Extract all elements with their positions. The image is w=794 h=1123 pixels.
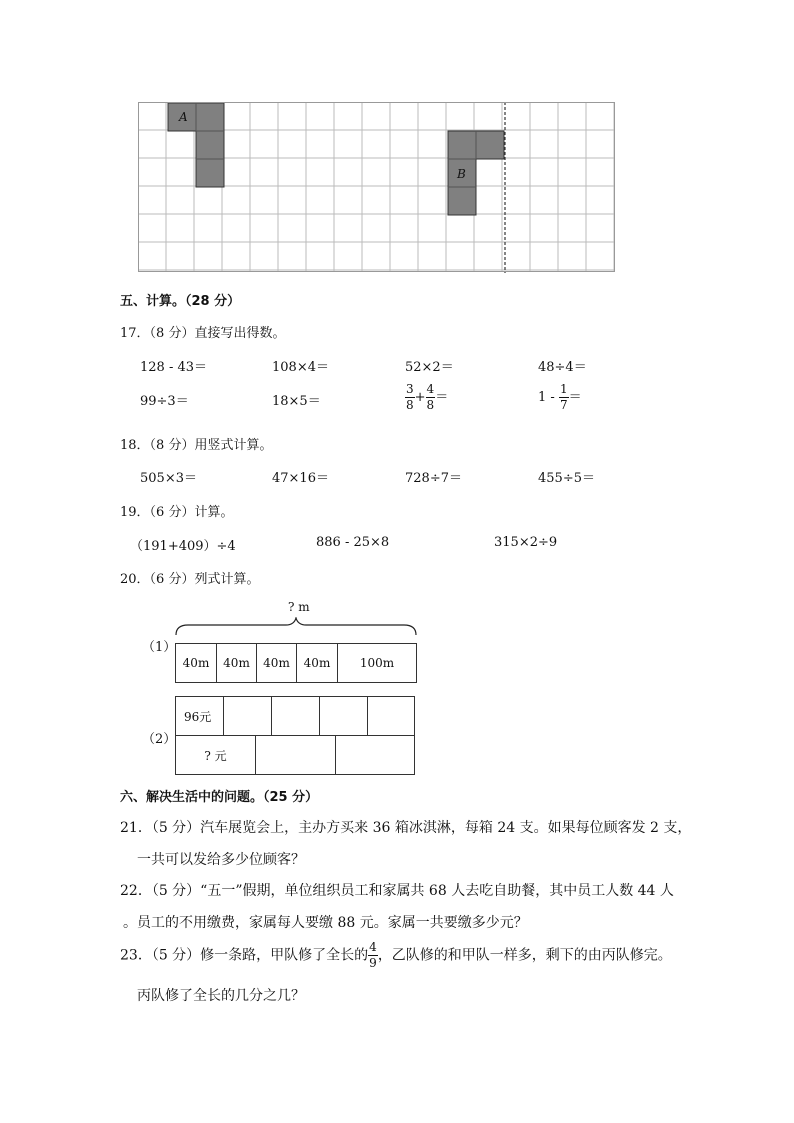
- bar1-cell: 100m: [337, 643, 417, 683]
- q20-part2-label: （2）: [142, 732, 177, 747]
- bar2-top-first: 96元: [175, 696, 224, 736]
- grid-figure: [138, 102, 616, 273]
- q17-subtract-item: 1 - $\frac{1}{7}$ ＝: [538, 382, 582, 412]
- q19-item: 886 - 25×8: [316, 535, 390, 550]
- section6-title: 六、解决生活中的问题。（25 分）: [120, 790, 319, 805]
- q23-line1: 23．（5 分）修一条路，甲队修了全长的 $\frac{4}{9}$ ，乙队修的和甲队一样多，剩下的由丙队修完。: [120, 940, 672, 970]
- bar2-top-cell: [367, 696, 415, 736]
- bar1-cell: 40m: [175, 643, 217, 683]
- bar2-bottom-cell: [335, 735, 415, 775]
- q17-item: 18×5＝: [272, 394, 321, 409]
- q18-item: 455÷5＝: [538, 471, 595, 486]
- bar2-bottom-first: ? 元: [175, 735, 256, 775]
- q19-header: 19．（6 分）计算。: [120, 505, 234, 520]
- bar2-bottom-cell: [255, 735, 336, 775]
- q19-item: （191+409）÷4: [130, 539, 236, 554]
- q22-line2: 。员工的不用缴费，家属每人要缴 88 元。家属一共要缴多少元？: [123, 915, 528, 931]
- label-b: B: [457, 167, 466, 181]
- q17-item: 108×4＝: [272, 360, 329, 375]
- bar1-cell: 40m: [256, 643, 297, 683]
- q19-item: 315×2÷9: [494, 535, 558, 550]
- q17-item: 128 - 43＝: [140, 360, 208, 375]
- q18-header: 18．（8 分）用竖式计算。: [120, 438, 273, 453]
- q17-header: 17．（8 分）直接写出得数。: [120, 326, 286, 341]
- q17-fraction-item: $\frac{3}{8}$ + $\frac{4}{8}$ ＝: [406, 382, 449, 412]
- brace-icon: [174, 617, 418, 637]
- q20-header: 20．（6 分）列式计算。: [120, 572, 260, 587]
- shape-a-stem: [196, 103, 224, 187]
- section5-title: 五、计算。（28 分）: [120, 294, 241, 309]
- q17-item: 99÷3＝: [140, 394, 189, 409]
- bar2-top-cell: [319, 696, 368, 736]
- q23-line2: 丙队修了全长的几分之几？: [137, 988, 305, 1004]
- label-a: A: [179, 110, 188, 124]
- q18-item: 47×16＝: [272, 471, 329, 486]
- q18-item: 728÷7＝: [405, 471, 462, 486]
- q17-item: 52×2＝: [405, 360, 454, 375]
- q17-item: 48÷4＝: [538, 360, 587, 375]
- bar1-cell: 40m: [296, 643, 338, 683]
- q21-line2: 一共可以发给多少位顾客？: [137, 852, 305, 868]
- q20-part1-label: （1）: [142, 640, 177, 655]
- q22-line1: 22．（5 分）“五一”假期，单位组织员工和家属共 68 人去吃自助餐，其中员工人数 44 人: [120, 883, 674, 899]
- bar2-top-cell: [271, 696, 320, 736]
- q18-item: 505×3＝: [140, 471, 197, 486]
- q21-line1: 21．（5 分）汽车展览会上，主办方买来 36 箱冰淇淋，每箱 24 支。如果每位顾客发 2 支，: [120, 820, 692, 836]
- bar1-cell: 40m: [216, 643, 257, 683]
- q20-brace-label: ? m: [288, 600, 310, 614]
- bar2-top-cell: [223, 696, 272, 736]
